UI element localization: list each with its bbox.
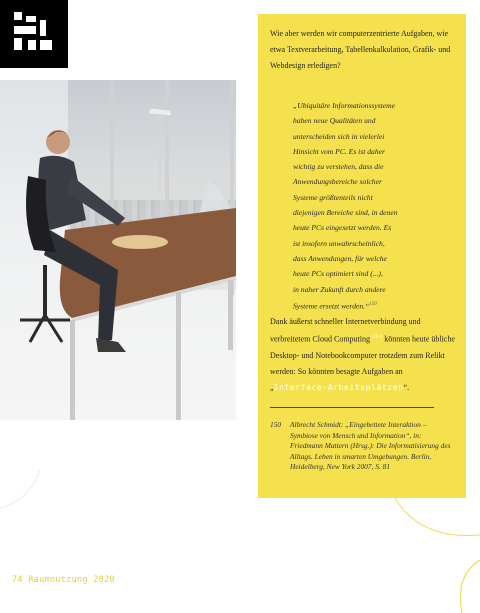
footnote-text: Albrecht Schmidt: „Eingebettete Interaktion – Symbiose von Mensch und Information“, in: Friedmann Mattern (Hrsg.): Die Informatisierung des Alltags. Leben in smarten Umgebungen. Berlin, Heidelberg, New York 2007, S. 81 [290, 420, 451, 472]
quote-line: in naher Zukunft durch andere [293, 284, 386, 294]
quote-line-last [293, 297, 453, 314]
quotation [293, 98, 453, 314]
arc-right [395, 498, 480, 536]
arc-left [0, 470, 40, 508]
footnote-divider [270, 407, 434, 408]
chair-base [20, 315, 70, 342]
quote-line: diejenigen Bereiche sind, in denen [293, 208, 398, 218]
close-quote: “. [403, 382, 410, 392]
quote-line: haben neue Qualitäten und [293, 116, 376, 126]
desk-leg [70, 320, 75, 420]
quote-line: ist insofern unwahrscheinlich, [293, 238, 385, 248]
quote-line: Systeme größtenteils nicht [293, 192, 373, 202]
touch-surface [112, 235, 168, 249]
quote-line: dass Anwendungen, für welche [293, 253, 387, 263]
office-photo [0, 80, 236, 420]
quote-line: wichtig zu verstehen, dass die [293, 162, 384, 172]
body-paragraph [270, 314, 456, 396]
quote-line: unterscheiden sich in vielerlei [293, 131, 385, 141]
desk-scene [0, 80, 236, 420]
person-head [46, 130, 70, 154]
quote-line: heute PCs optimiert sind (...), [293, 269, 383, 279]
glossary-ref: GLO [371, 335, 383, 340]
quote-footnote-ref: 150 [369, 301, 377, 307]
quote-line: Hinsicht vom PC. Es ist daher [293, 146, 385, 156]
open-quote: „ [270, 382, 274, 392]
arc-corner [460, 560, 480, 613]
pixel-logo-icon [0, 0, 68, 68]
body-text-1: Dank äußerst schneller Internetverbindung und verbreitetem Cloud Computing [270, 317, 421, 344]
intro-question: Wie aber werden wir computerzentrierte Aufgaben, wie etwa Textverarbeitung, Tabellenkalkulation, Grafik- und Webdesign erledigen? [270, 29, 451, 70]
quote-line: heute PCs eingesetzt werden. Es [293, 223, 392, 233]
quote-line-text: Systeme ersetzt werden.“ [293, 301, 370, 311]
page-footer: 74 Raumnutzung 2020 [12, 575, 115, 585]
footnote-number: 150 [270, 420, 282, 429]
highlight-term: Interface-Arbeitsplätzen [273, 382, 404, 392]
quote-line: „Ubiquitäre Informationssysteme [293, 101, 396, 110]
desk-leg [228, 280, 233, 350]
body-text-2: könnten heute übliche Desktop- und Notebookcomputer trotzdem zum Relikt werden: So könnten besagte Aufgaben an [270, 334, 455, 376]
desk-leg [176, 292, 181, 420]
quote-line: Anwendungsbereiche solcher [293, 177, 382, 187]
